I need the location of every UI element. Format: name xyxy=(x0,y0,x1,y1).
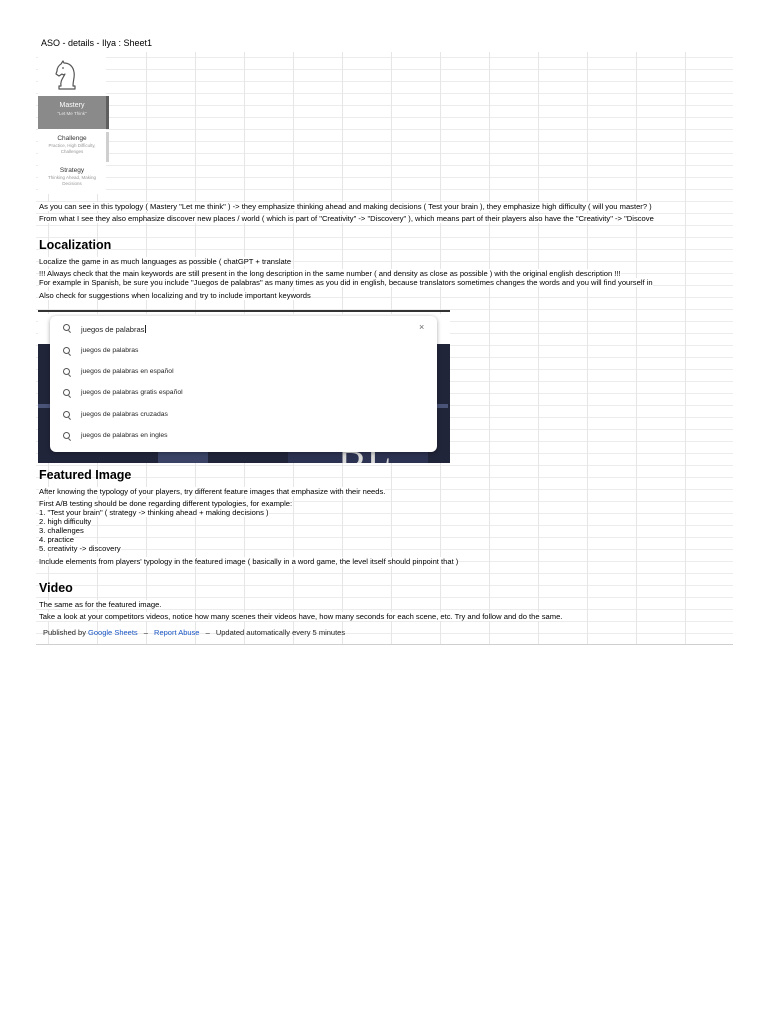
intro-line: From what I see they also emphasize discover new places / world ( which is part of "Creativity" -> "Discovery" ), which means part of their players also have the "Creativity" -> "Discove xyxy=(39,214,654,223)
divider xyxy=(38,310,450,312)
featured-heading: Featured Image xyxy=(39,468,132,482)
search-suggestions-screenshot xyxy=(38,314,450,463)
card-title: Challenge xyxy=(57,135,87,142)
featured-line: Include elements from players' typology in the featured image ( basically in a word game, the level itself should pinpoint that ) xyxy=(39,557,459,566)
card-subtitle: "Let Me Think" xyxy=(57,111,87,116)
featured-line: 1. "Test your brain" ( strategy -> thinking ahead + making decisions ) xyxy=(39,508,269,517)
suggestion-item: juegos de palabras cruzadas xyxy=(50,405,437,425)
report-abuse-link[interactable]: Report Abuse xyxy=(154,628,200,637)
suggestion-item: juegos de palabras en español xyxy=(50,362,437,382)
localization-line: Also check for suggestions when localizing and try to include important keywords xyxy=(39,291,311,300)
localization-line: !!! Always check that the main keywords are still present in the long description in the same number ( and density as close as possible ) with the original english description !!! xyxy=(39,269,621,278)
search-icon xyxy=(63,368,70,375)
update-status: Updated automatically every 5 minutes xyxy=(215,628,346,637)
video-line: The same as for the featured image. xyxy=(39,600,162,609)
featured-line: After knowing the typology of your players, try different feature images that emphasize with their needs. xyxy=(39,487,386,496)
published-footer xyxy=(43,628,345,637)
search-input: juegos de palabras xyxy=(81,325,145,334)
video-line: Take a look at your competitors videos, notice how many scenes their videos have, how many seconds for each scene, etc. Try and follow and do the same. xyxy=(39,612,563,621)
search-box xyxy=(50,316,437,340)
suggestion-item: juegos de palabras en ingles xyxy=(50,426,437,446)
typology-card-strategy xyxy=(38,164,106,194)
chess-knight-icon xyxy=(52,58,82,92)
search-icon xyxy=(63,432,70,439)
spreadsheet-grid[interactable] xyxy=(36,52,733,644)
featured-line: 5. creativity -> discovery xyxy=(39,544,121,553)
search-icon xyxy=(63,389,70,396)
typology-card-challenge xyxy=(38,132,109,162)
featured-line: First A/B testing should be done regarding different typologies, for example: xyxy=(39,499,293,508)
localization-heading: Localization xyxy=(39,238,112,252)
search-icon xyxy=(63,324,70,331)
google-sheets-link[interactable]: Google Sheets xyxy=(88,628,138,637)
suggestion-item: juegos de palabras gratis español xyxy=(50,383,437,403)
card-title: Strategy xyxy=(59,167,85,174)
localization-line: Localize the game in as much languages as possible ( chatGPT + translate xyxy=(39,257,292,266)
featured-line: 3. challenges xyxy=(39,526,84,535)
search-icon xyxy=(63,411,70,418)
close-icon: × xyxy=(419,322,425,332)
featured-line: 4. practice xyxy=(39,535,75,544)
typology-card-mastery xyxy=(38,96,109,129)
localization-line: For example in Spanish, be sure you include "Juegos de palabras" as many times as you did in english, because translators sometimes changes the words and you will find yourself in xyxy=(39,278,653,287)
separator: – xyxy=(143,628,148,637)
typology-image xyxy=(38,52,106,194)
sheet-bottom-border xyxy=(36,644,733,645)
suggestion-item: juegos de palabras xyxy=(50,341,437,361)
card-subtitle: Practice, High Difficulty, Challenges xyxy=(48,143,96,154)
separator: – xyxy=(205,628,210,637)
published-by-label: Published by xyxy=(43,628,86,637)
video-heading: Video xyxy=(39,581,73,595)
card-title: Mastery xyxy=(59,102,85,109)
search-icon xyxy=(63,347,70,354)
card-subtitle: Thinking Ahead, Making Decisions xyxy=(47,175,97,186)
search-dropdown xyxy=(50,316,437,452)
featured-line: 2. high difficulty xyxy=(39,517,92,526)
intro-line: As you can see in this typology ( Mastery "Let me think" ) -> they emphasize thinking ahead and making decisions ( Test your brain ), they emphasize high difficulty ( will you master? ) xyxy=(39,202,652,211)
document-title: ASO - details - Ilya : Sheet1 xyxy=(41,38,153,48)
